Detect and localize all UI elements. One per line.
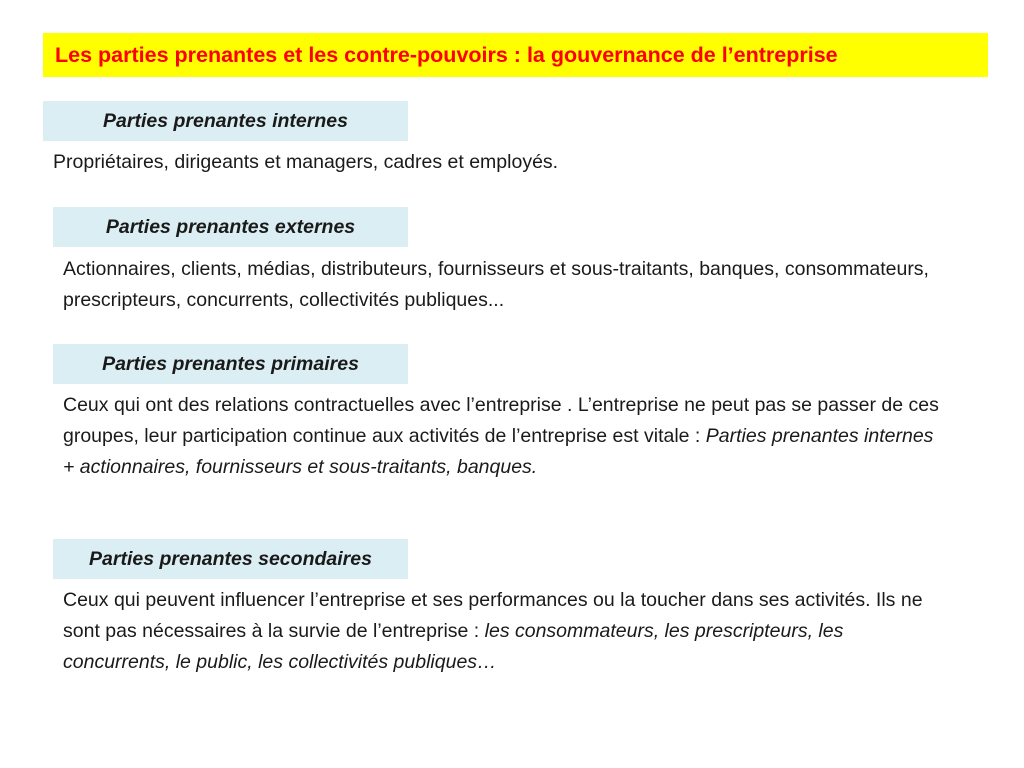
- label-primaires: Parties prenantes primaires: [53, 344, 408, 384]
- text-secondaires-body: Ceux qui peuvent influencer l’entreprise et ses performances ou la toucher dans ses activités. Ils ne sont pas nécessaires à la survie de l’entreprise :: [63, 589, 923, 642]
- text-secondaires-italic: les consommateurs, les prescripteurs, les concurrents, le public, les collectivités publiques…: [63, 620, 844, 673]
- text-secondaires: [63, 585, 948, 678]
- label-externes: Parties prenantes externes: [53, 207, 408, 247]
- text-primaires: [63, 390, 948, 483]
- text-internes: [53, 147, 953, 178]
- slide-title: Les parties prenantes et les contre-pouvoirs : la gouvernance de l’entreprise: [55, 42, 838, 67]
- text-internes-body: Propriétaires, dirigeants et managers, cadres et employés.: [53, 151, 559, 173]
- text-primaires-body: Ceux qui ont des relations contractuelles avec l’entreprise . L’entreprise ne peut pas se passer de ces groupes, leur participation continue aux activités de l’entreprise est vitale :: [63, 394, 939, 447]
- text-externes-body: Actionnaires, clients, médias, distributeurs, fournisseurs et sous-traitants, banques, consommateurs, prescripteurs, concurrents, collectivités publiques...: [63, 258, 929, 311]
- slide-title-banner: [43, 33, 988, 77]
- label-internes: Parties prenantes internes: [43, 101, 408, 141]
- text-primaires-italic: Parties prenantes internes + actionnaires, fournisseurs et sous-traitants, banques.: [63, 425, 934, 478]
- label-secondaires: Parties prenantes secondaires: [53, 539, 408, 579]
- text-externes: [63, 254, 948, 316]
